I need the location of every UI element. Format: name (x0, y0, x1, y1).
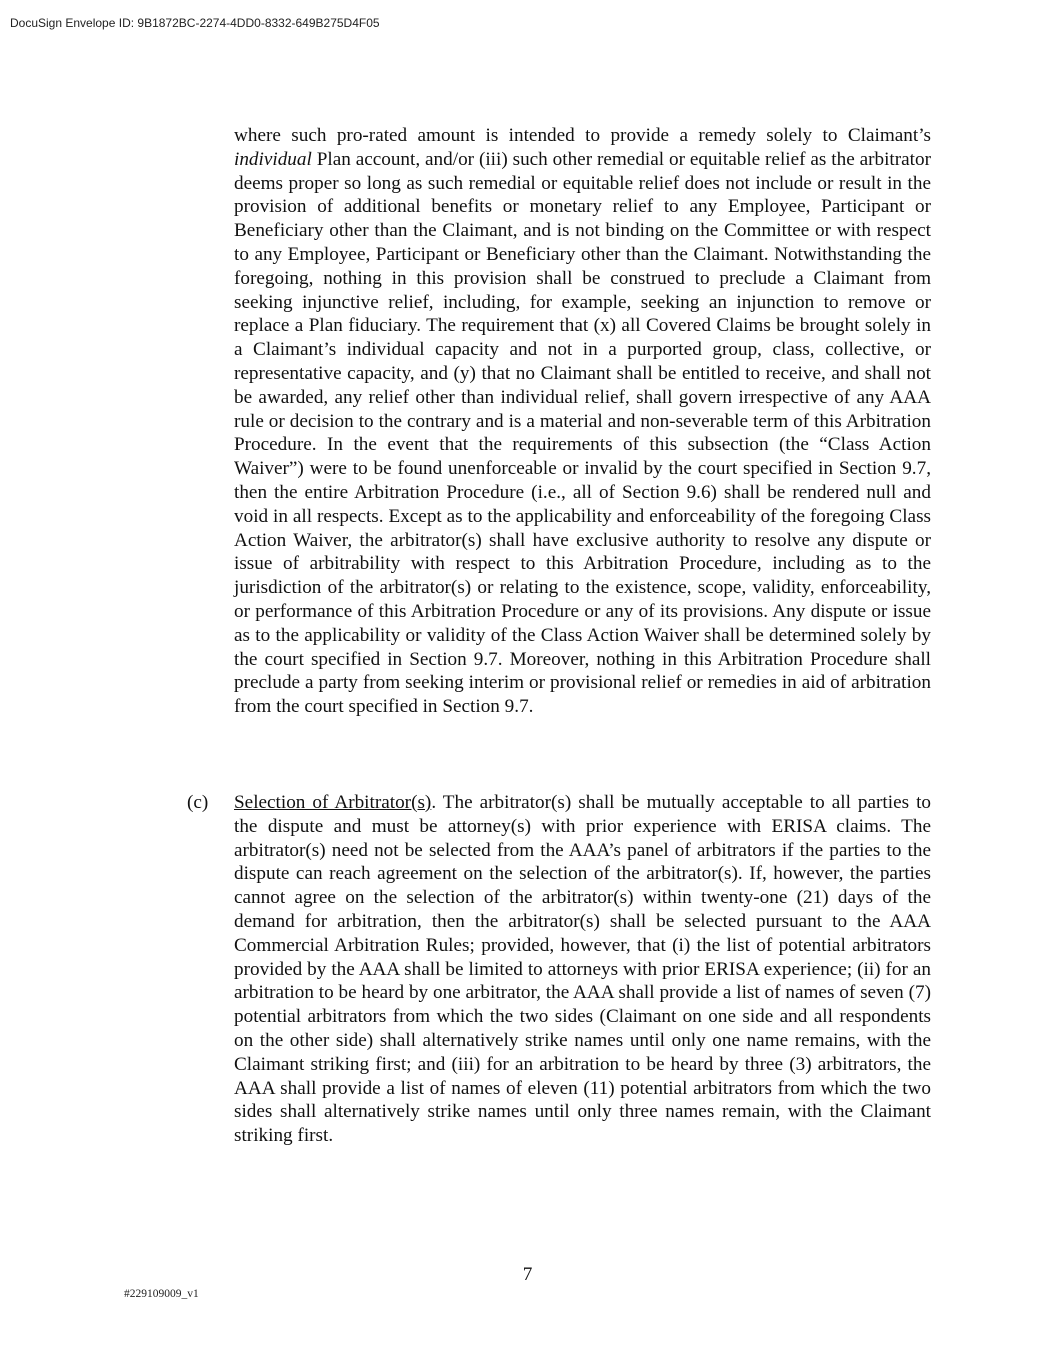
docusign-envelope-id: DocuSign Envelope ID: 9B1872BC-2274-4DD0-8332-649B275D4F05 (10, 16, 380, 30)
page-number: 7 (522, 1264, 533, 1285)
section-c-body: The arbitrator(s) shall be mutually acceptable to all parties to the dispute and must be attorney(s) with prior experience with ERISA claims. The arbitrator(s) need not be selected from the AAA’s panel of arbitrators if the parties to the dispute can reach agreement on the selection of the arbitrator(s). If, however, the parties cannot agree on the selection of the arbitrator(s) within twenty-one (21) days of the demand for arbitration, then the arbitrator(s) shall be selected pursuant to the AAA Commercial Arbitration Rules; provided, however, that (i) the list of potential arbitrators provided by the AAA shall be limited to attorneys with prior ERISA experience; (ii) for an arbitration to be heard by one arbitrator, the AAA shall provide a list of names of seven (7) potential arbitrators from which the two sides (Claimant on one side and all respondents on the other side) shall alternatively strike names until only one name remains, with the Claimant striking first; and (iii) for an arbitration to be heard by three (3) arbitrators, the AAA shall provide a list of names of eleven (11) potential arbitrators from which the two sides shall alternatively strike names until only three names remain, with the Claimant striking first. (234, 792, 931, 1147)
document-number: #229109009_v1 (124, 1288, 199, 1300)
paragraph-text-start: where such pro-rated amount is intended to provide a remedy solely to Claimant’s (234, 125, 931, 146)
section-c-heading: Selection of Arbitrator(s) (234, 792, 432, 813)
section-b-continued-paragraph (234, 124, 931, 719)
section-c-heading-period: . (431, 792, 437, 813)
paragraph-text-rest: Plan account, and/or (iii) such other remedial or equitable relief as the arbitrator deems proper so long as such remedial or equitable relief does not include or result in the provision of additional benefits or monetary relief to any Employee, Participant or Beneficiary other than the Claimant, and is not binding on the Committee or with respect to any Employee, Participant or Beneficiary other than the Claimant. Notwithstanding the foregoing, nothing in this provision shall be construed to preclude a Claimant from seeking injunctive relief, including, for example, seeking an injunction to remove or replace a Plan fiduciary. The requirement that (x) all Covered Claims be brought solely in a Claimant’s individual capacity and not in a purported group, class, collective, or representative capacity, and (y) that no Claimant shall be entitled to receive, and shall not be awarded, any relief other than individual relief, shall govern irrespective of any AAA rule or decision to the contrary and is a material and non-severable term of this Arbitration Procedure. In the event that the requirements of this subsection (the “Class Action Waiver”) were to be found unenforceable or invalid by the court specified in Section 9.7, then the entire Arbitration Procedure (i.e., all of Section 9.6) shall be rendered null and void in all respects. Except as to the applicability and enforceability of the foregoing Class Action Waiver, the arbitrator(s) shall have exclusive authority to resolve any dispute or issue of arbitrability with respect to this Arbitration Procedure, including as to the jurisdiction of the arbitrator(s) or relating to the existence, scope, validity, enforceability, or performance of this Arbitration Procedure or any of its provisions. Any dispute or issue as to the applicability or validity of the Class Action Waiver shall be determined solely by the court specified in Section 9.7. Moreover, nothing in this Arbitration Procedure shall preclude a party from seeking interim or provisional relief or remedies in aid of arbitration from the court specified in Section 9.7. (234, 148, 931, 718)
section-c-label: (c) (187, 792, 209, 813)
section-c-paragraph (234, 791, 931, 1148)
emphasized-word: individual (234, 148, 312, 170)
